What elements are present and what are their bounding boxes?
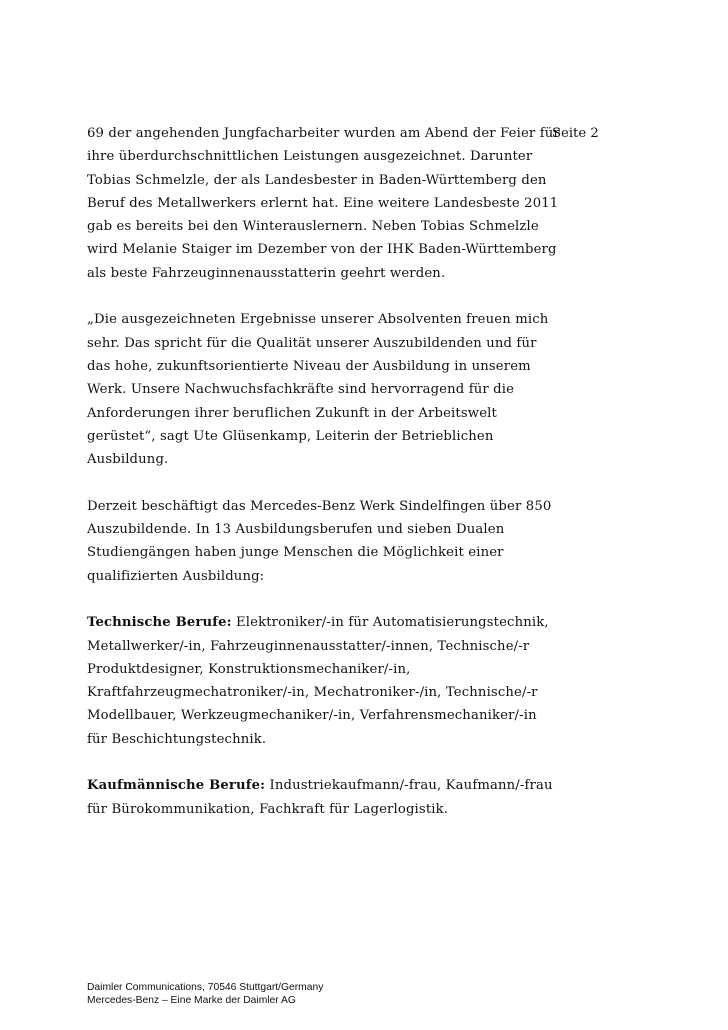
text-line: 69 der angehenden Jungfacharbeiter wurden am Abend der Feier für: [87, 126, 560, 141]
text-line: gerüstet“, sagt Ute Glüsenkamp, Leiterin der Betrieblichen: [87, 428, 494, 444]
technical-professions-first-line: Elektroniker/-in für Automatisierungstechnik,: [231, 615, 549, 631]
text-line: [87, 611, 549, 634]
text-line: für Bürokommunikation, Fachkraft für Lagerlogistik.: [87, 801, 449, 817]
text-line: Ausbildung.: [87, 452, 169, 468]
text-line: Modellbauer, Werkzeugmechaniker/-in, Verfahrensmechaniker/-in: [87, 708, 537, 724]
footer: [87, 982, 323, 1007]
text-line: [87, 774, 553, 797]
footer-brand: Mercedes-Benz – Eine Marke der Daimler AG: [87, 994, 296, 1006]
text-line: ihre überdurchschnittlichen Leistungen ausgezeichnet. Darunter: [87, 149, 533, 165]
text-line: qualifizierten Ausbildung:: [87, 568, 265, 584]
body-text: [87, 122, 560, 844]
paragraph-quote: [87, 308, 549, 471]
text-line: das hohe, zukunftsorientierte Niveau der Ausbildung in unserem: [87, 358, 531, 374]
text-line: wird Melanie Staiger im Dezember von der IHK Baden-Württemberg: [87, 242, 557, 258]
text-line: Metallwerker/-in, Fahrzeuginnenausstatter/-innen, Technische/-r: [87, 638, 530, 654]
technical-professions-heading: Technische Berufe:: [87, 615, 232, 631]
paragraph-technical-professions: [87, 611, 549, 751]
paragraph-trainees: [87, 495, 552, 588]
text-line: gab es bereits bei den Winterauslernern. Neben Tobias Schmelzle: [87, 219, 539, 235]
text-line: für Beschichtungstechnik.: [87, 731, 267, 747]
text-line: sehr. Das spricht für die Qualität unserer Auszubildenden und für: [87, 335, 537, 351]
page-number: Seite 2: [552, 126, 599, 141]
text-line: Tobias Schmelzle, der als Landesbester in Baden-Württemberg den: [87, 172, 547, 188]
text-line: Derzeit beschäftigt das Mercedes-Benz Werk Sindelfingen über 850: [87, 498, 552, 514]
commercial-professions-first-line: Industriekaufmann/-frau, Kaufmann/-frau: [265, 778, 553, 794]
paragraph-awards: [87, 122, 560, 285]
text-line: Kraftfahrzeugmechatroniker/-in, Mechatroniker-/in, Technische/-r: [87, 685, 538, 701]
text-line: „Die ausgezeichneten Ergebnisse unserer Absolventen freuen mich: [87, 312, 549, 328]
text-line: Studiengängen haben junge Menschen die Möglichkeit einer: [87, 545, 504, 561]
text-line: Anforderungen ihrer beruflichen Zukunft in der Arbeitswelt: [87, 405, 497, 421]
text-line: Werk. Unsere Nachwuchsfachkräfte sind hervorragend für die: [87, 382, 515, 398]
text-line: Produktdesigner, Konstruktionsmechaniker/-in,: [87, 661, 411, 677]
paragraph-commercial-professions: [87, 774, 553, 821]
text-line: Beruf des Metallwerkers erlernt hat. Eine weitere Landesbeste 2011: [87, 195, 559, 211]
footer-address: Daimler Communications, 70546 Stuttgart/Germany: [87, 982, 324, 993]
text-line: als beste Fahrzeuginnenausstatterin geehrt werden.: [87, 265, 446, 281]
text-line: Auszubildende. In 13 Ausbildungsberufen und sieben Dualen: [87, 522, 505, 538]
commercial-professions-heading: Kaufmännische Berufe:: [87, 778, 266, 794]
